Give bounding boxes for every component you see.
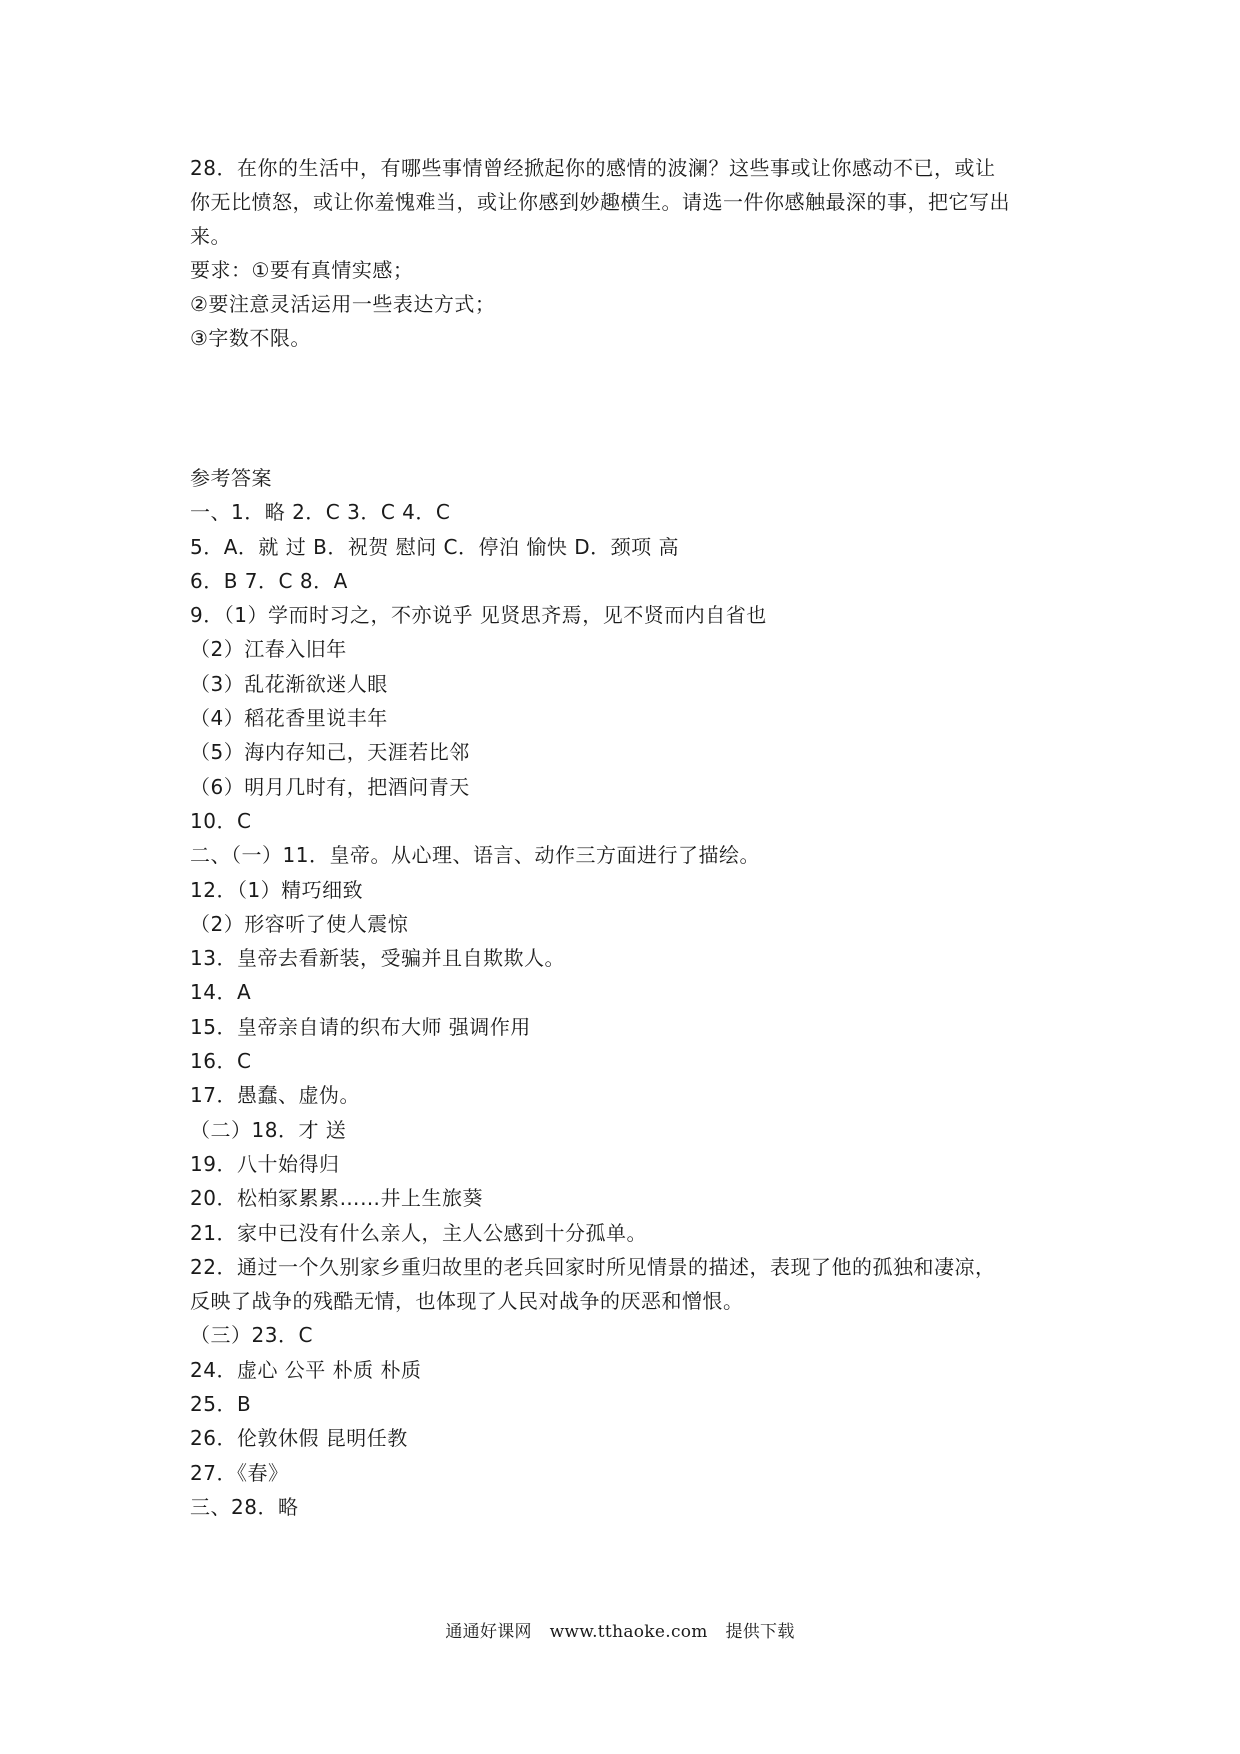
answer-line: 二、（一）11．皇帝。从心理、语言、动作三方面进行了描绘。 (190, 843, 760, 868)
writing-question (190, 151, 1070, 355)
answer-line: 10．C (190, 808, 252, 833)
question-requirement: 要求：①要有真情实感； (190, 258, 414, 282)
answer-line: 5．A．就 过 B．祝贺 慰问 C．停泊 愉快 D．颈项 高 (190, 534, 679, 559)
answer-line: 16．C (190, 1049, 252, 1074)
answer-line: （2）形容听了使人震惊 (190, 911, 409, 936)
answer-line: （3）乱花渐欲迷人眼 (190, 671, 388, 696)
answer-line: （6）明月几时有，把酒问青天 (190, 774, 470, 799)
answer-line: 15．皇帝亲自请的织布大师 强调作用 (190, 1014, 531, 1039)
answer-line: 17．愚蠢、虚伪。 (190, 1083, 360, 1108)
answer-line: 20．松柏冢累累……井上生旅葵 (190, 1186, 483, 1211)
answer-line: 26．伦敦休假 昆明任教 (190, 1426, 408, 1451)
answer-line: 21．家中已没有什么亲人，主人公感到十分孤单。 (190, 1220, 647, 1245)
answer-line: 9．（1）学而时习之，不亦说乎 见贤思齐焉，见不贤而内自省也 (190, 603, 767, 628)
answer-line: 25．B (190, 1392, 252, 1417)
answer-line: 12．（1）精巧细致 (190, 877, 364, 902)
answer-key (190, 461, 1070, 1524)
answer-line: 一、1．略 2．C 3．C 4．C (190, 500, 451, 525)
answer-line: 三、28．略 (190, 1494, 299, 1519)
answer-line: 13．皇帝去看新装，受骗并且自欺欺人。 (190, 946, 565, 971)
answer-line: （4）稻花香里说丰年 (190, 706, 388, 731)
question-requirement: ②要注意灵活运用一些表达方式； (190, 292, 496, 316)
question-requirement: ③字数不限。 (190, 326, 311, 350)
question-line: 来。 (190, 224, 231, 248)
answer-line: 14．A (190, 980, 252, 1005)
page-footer (0, 1617, 1240, 1642)
answer-line: （三）23．C (190, 1323, 313, 1348)
answer-line: （2）江春入旧年 (190, 637, 347, 662)
answer-line: 24．虚心 公平 朴质 朴质 (190, 1357, 422, 1382)
answer-key-heading: 参考答案 (190, 466, 272, 490)
footer-url: www.tthaoke.com (549, 1622, 708, 1642)
question-line: 28．在你的生活中，有哪些事情曾经掀起你的感情的波澜？这些事或让你感动不已，或让 (190, 156, 996, 180)
answer-line: 反映了战争的残酷无情，也体现了人民对战争的厌恶和憎恨。 (190, 1289, 744, 1314)
answer-line: （5）海内存知己，天涯若比邻 (190, 740, 470, 765)
answer-line: 6．B 7．C 8．A (190, 568, 348, 593)
answer-line: 19．八十始得归 (190, 1151, 340, 1176)
footer-site-name: 通通好课网 (445, 1622, 532, 1642)
question-line: 你无比愤怒，或让你羞愧难当，或让你感到妙趣横生。请选一件你感触最深的事，把它写出 (190, 190, 1010, 214)
answer-line: 27．《春》 (190, 1460, 289, 1485)
footer-note: 提供下载 (725, 1622, 795, 1642)
answer-line: （二）18．才 送 (190, 1117, 347, 1142)
answer-line: 22．通过一个久别家乡重归故里的老兵回家时所见情景的描述，表现了他的孤独和凄凉， (190, 1254, 996, 1279)
